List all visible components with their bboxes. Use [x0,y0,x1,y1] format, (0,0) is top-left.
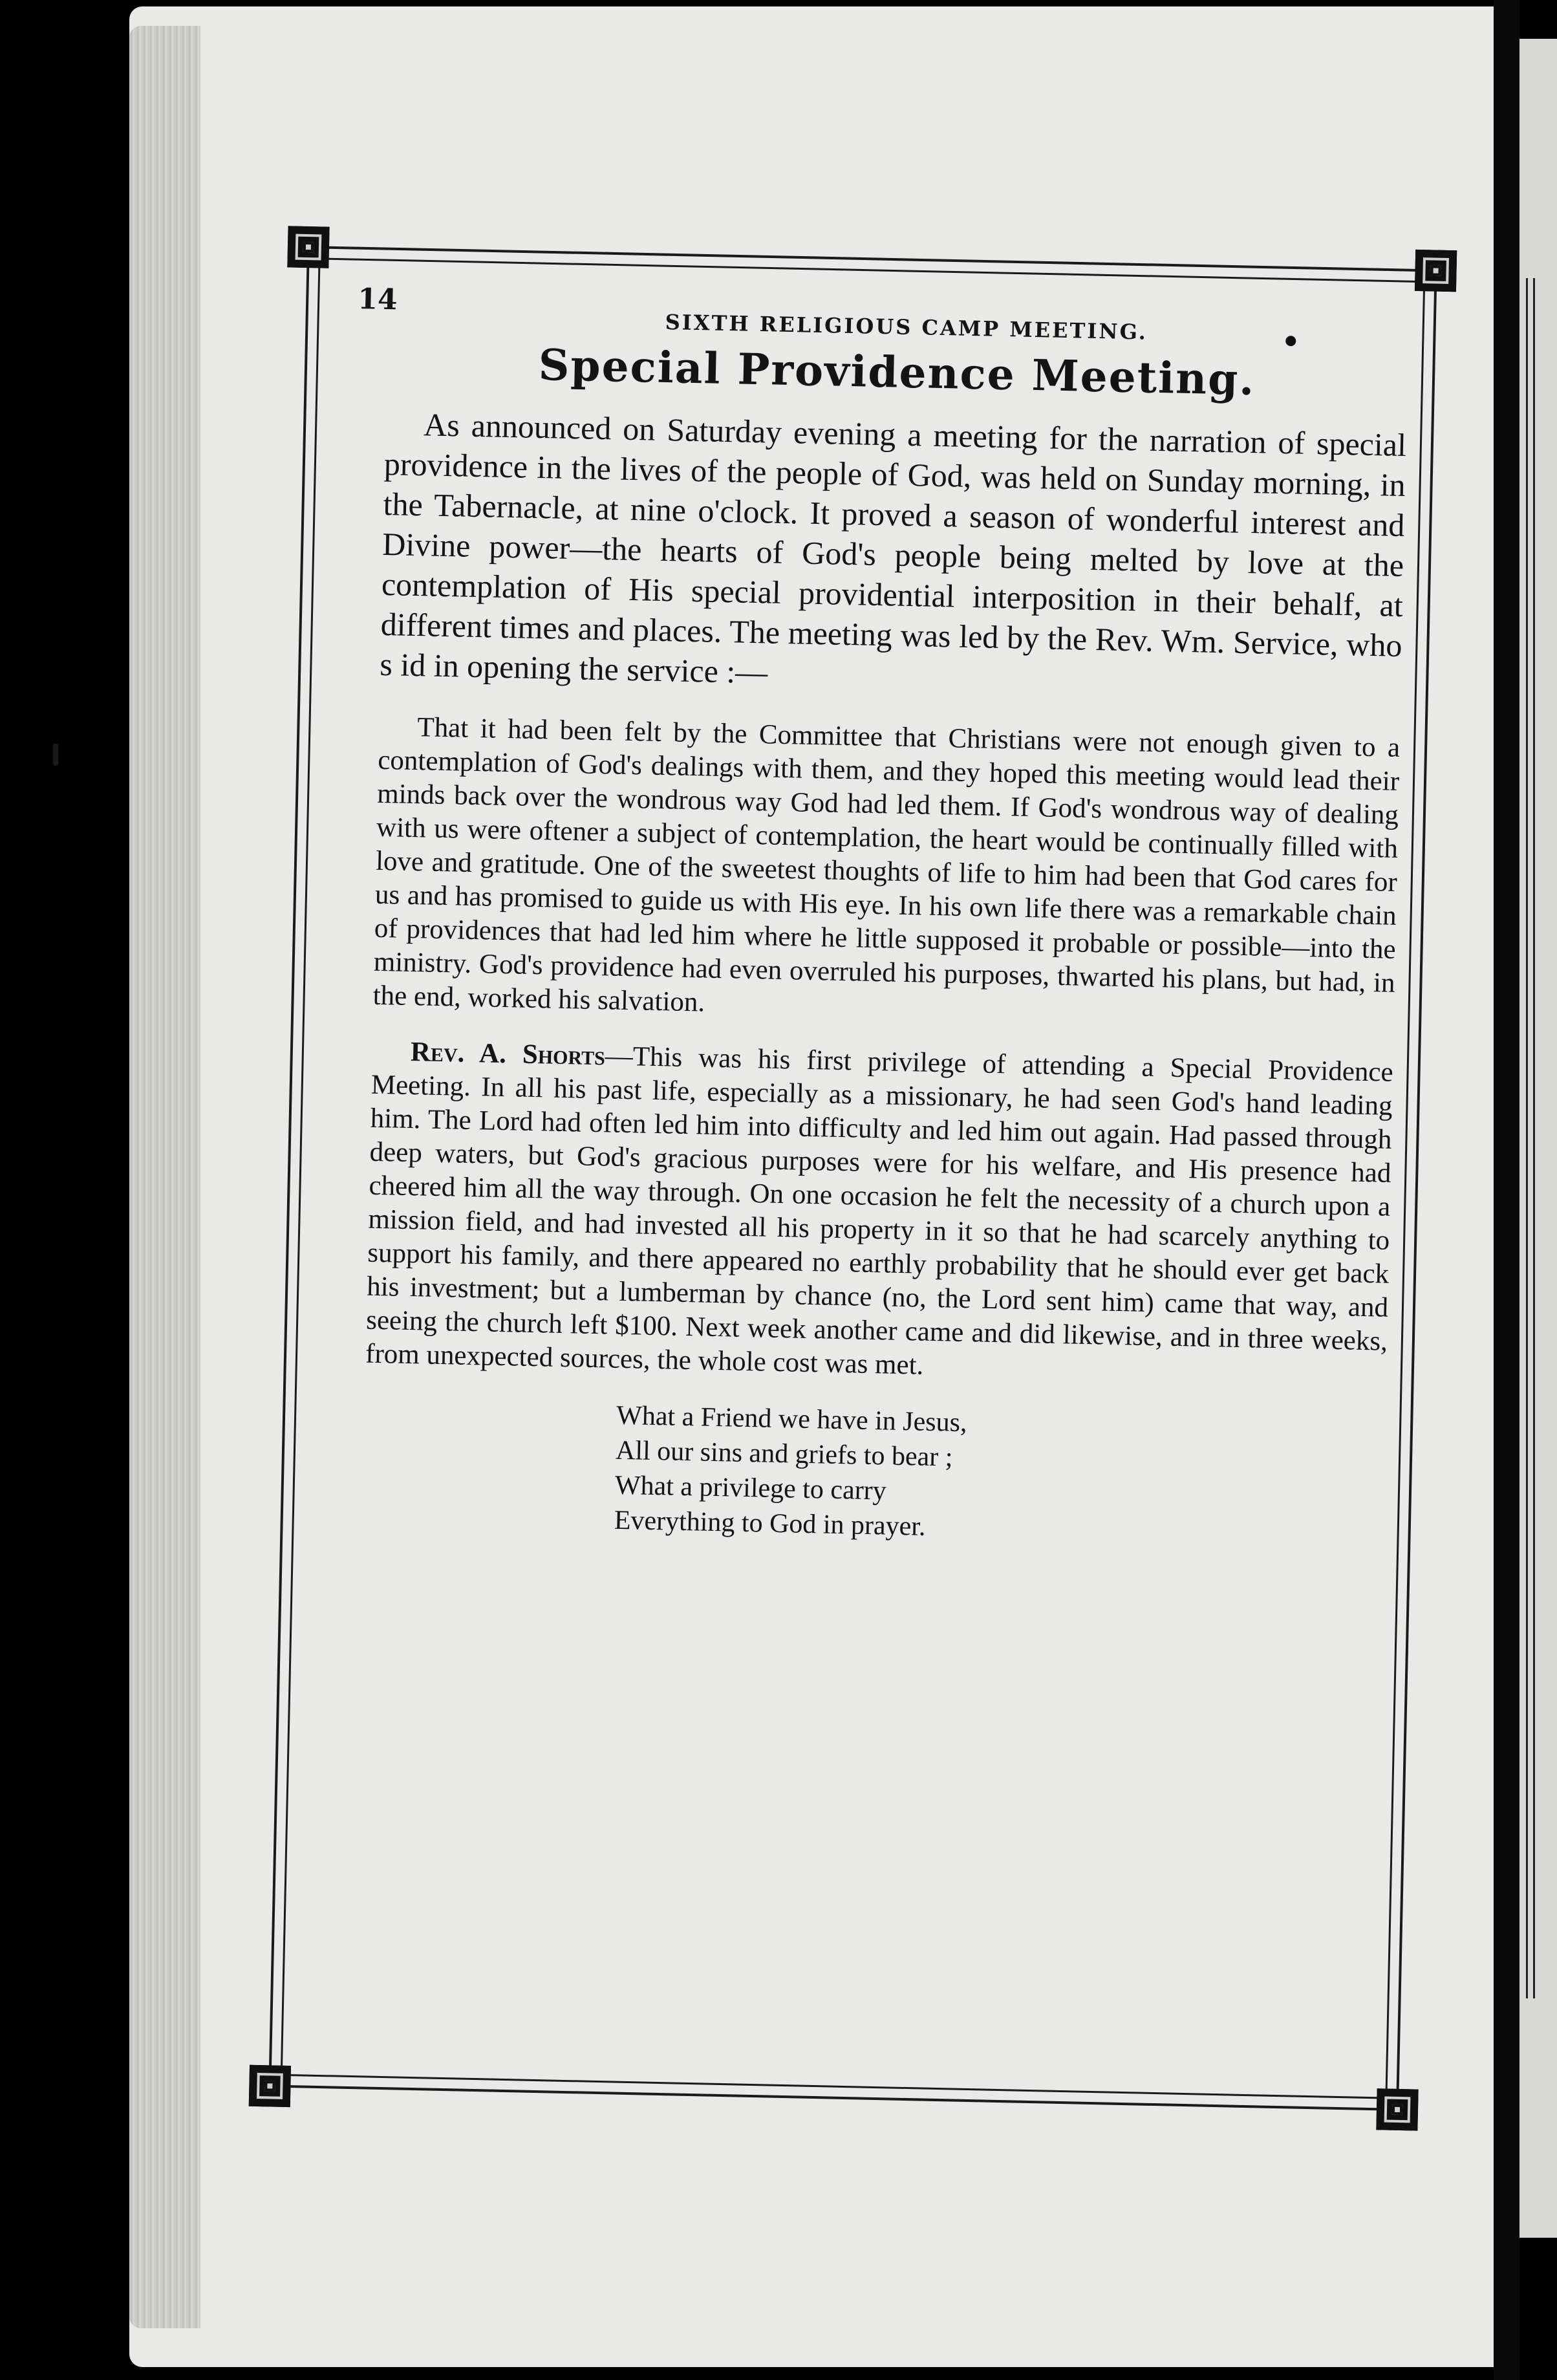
hymn-line: All our sins and griefs to bear ; [615,1435,953,1473]
intro-text: As announced on Saturday evening a meeting for the narration of special providence in the lives of the people of God, was held on Sunday morning, in the Tabernacle, at nine o'clock. It proved a season of wonderful interest and Divine power—the hearts of God's people being melted by love at the contemplation of His special providential interposition in their behalf, at different times and places. The meeting was led by the Rev. Wm. Service, who s id in opening the service :— [379,406,1407,691]
frame-corner-ornament [1415,250,1457,292]
hymn-verse [614,1398,1386,1554]
page-stack-edges [129,26,200,2328]
frame-corner-ornament [249,2065,291,2107]
shorts-remarks-text: —This was his first privilege of attending a Special Providence Meeting. In all his past life, especially as a missionary, he had seen God's hand leading him. The Lord had often led him into difficulty and led him out again. Had passed through deep waters, but God's gracious purposes were for his welfare, and His presence had cheered him all the way through. On one occasion he felt the necessity of a church upon a mission field, and had invested all his property in it so that he had scarcely anything to support his family, and there appeared no earthly probability that he should ever get back his investment; but a lumberman by chance (no, the Lord sent him) came that way, and seeing the church left $100. Next week another came and did likewise, and in three weeks, from unexpected sources, the whole cost was met. [365,1041,1394,1381]
frame-corner-ornament [287,226,329,268]
facing-page-edge [1519,39,1557,2238]
book-gutter [1494,0,1519,2380]
hymn-line: Everything to God in prayer. [614,1505,926,1542]
page-number: 14 [357,283,398,317]
article-body [365,710,1401,1392]
facing-page-frame-rule [1526,278,1535,1998]
intro-paragraph [380,404,1407,706]
running-head-title: SIXTH RELIGIOUS CAMP MEETING. [665,309,1148,345]
service-remarks: That it had been felt by the Committee that Christians were not enough given to a contemplation of God's dealings with them, and they hoped this meeting would lead their minds back over the wondrous way God had led them. If God's wondrous way of dealing with us were oftener a subject of contemplation, the heart would be continually filled with love and gratitude. One of the sweetest thoughts of life to him had been that God cares for us and has promised to guide us with His eye. In his own life there was a remarkable chain of providences that had led him where he little supposed it probable or possible—into the ministry. God's providence had even overruled his purposes, thwarted his plans, but had, in the end, worked his salvation. [372,712,1401,1018]
shorts-remarks [365,1035,1394,1392]
hymn-line: What a privilege to carry [614,1470,887,1506]
ink-dot [1285,336,1296,346]
stray-ink-mark [53,744,58,766]
speaker-name: Rev. A. Shorts [410,1036,606,1072]
article-title: Special Providence Meeting. [538,339,1256,406]
frame-corner-ornament [1376,2088,1418,2130]
hymn-line: What a Friend we have in Jesus, [616,1400,967,1438]
page-content [357,278,1409,1554]
